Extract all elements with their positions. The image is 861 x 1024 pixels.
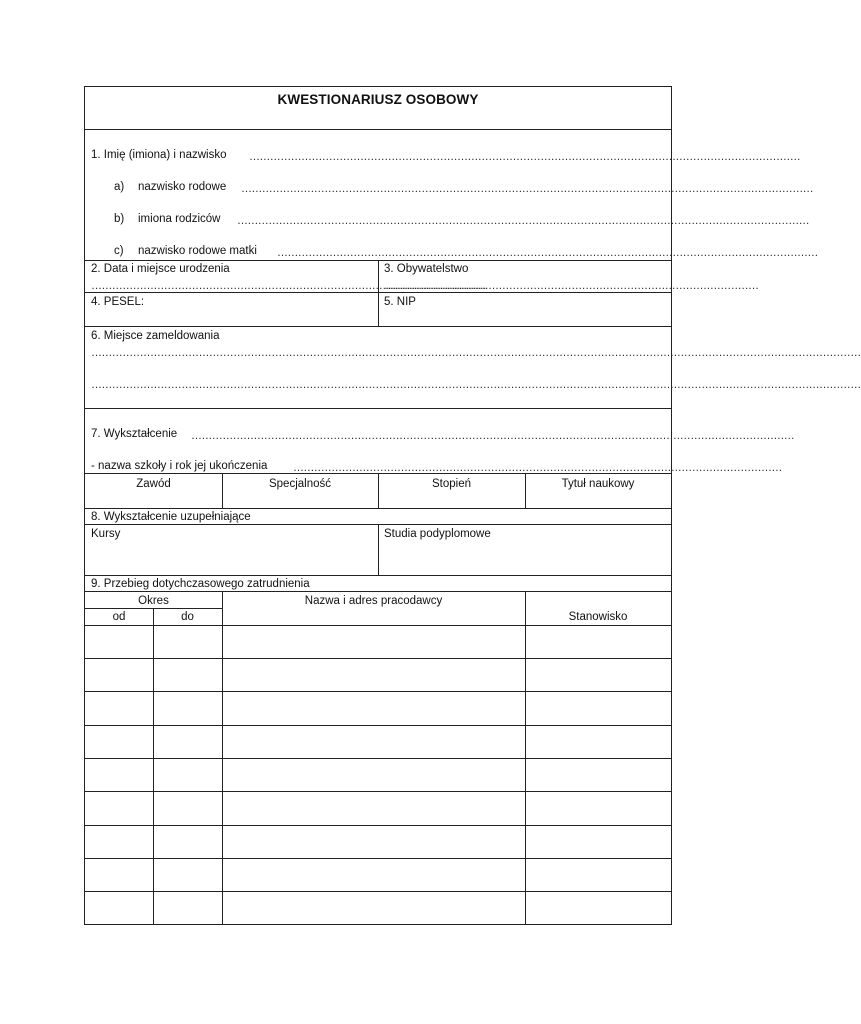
table-row [85,891,671,892]
profession-header: Zawód [136,478,171,490]
table-row [85,725,671,726]
table-row [85,791,671,792]
birth-label: 2. Data i miejsce urodzenia [91,263,230,275]
school-label: - nazwa szkoły i rok jej ukończenia [91,460,268,472]
divider [85,129,671,130]
table-row [85,691,671,692]
supplementary-education-label: 8. Wykształcenie uzupełniające [91,511,251,523]
table-row [85,858,671,859]
employer-header: Nazwa i adres pracodawcy [304,595,443,607]
item-c-marker: c) [114,245,124,257]
residence-field-1[interactable]: …………………………………………………………………………………………………………………………………………………………………………………………………… [91,347,861,359]
pesel-label: 4. PESEL: [91,296,145,308]
degree-header: Stopień [431,478,471,490]
specialty-header: Specjalność [268,478,331,490]
from-header: od [112,611,126,623]
table-row [85,625,671,626]
parents-names-label: imiona rodziców [138,213,221,225]
table-row [85,758,671,759]
employment-history-label: 9. Przebieg dotychczasowego zatrudnienia [91,578,310,590]
divider [378,260,379,326]
form-title: KWESTIONARIUSZ OSOBOWY [277,92,479,107]
maiden-name-label: nazwisko rodowe [138,181,227,193]
maiden-name-field[interactable]: ………………………………………………………………………………………………………………………………………………… [241,183,814,195]
to-header: do [181,611,194,623]
divider [378,524,379,575]
divider [85,292,671,293]
divider [85,575,671,576]
divider [85,408,671,409]
courses-label: Kursy [91,528,121,540]
period-header: Okres [138,595,169,607]
table-row [85,658,671,659]
item-a-marker: a) [114,181,125,193]
residence-field-2[interactable]: …………………………………………………………………………………………………………………………………………………………………………………………………… [91,379,861,391]
citizenship-label: 3. Obywatelstwo [384,263,469,275]
divider [85,508,671,509]
item-b-marker: b) [114,213,125,225]
mother-maiden-name-label: nazwisko rodowe matki [138,245,257,257]
parents-names-field[interactable]: ………………………………………………………………………………………………………………………………………………… [237,215,810,227]
divider [153,608,154,925]
questionnaire-form [84,86,861,925]
education-label: 7. Wykształcenie [91,428,178,440]
divider [85,326,671,327]
citizenship-field[interactable]: ……………………………………………………………………………………………… [384,280,759,292]
name-field[interactable]: …………………………………………………………………………………………………………………………………………… [249,151,801,163]
birth-field[interactable]: …………………………………………………………………………………………………… [91,280,487,292]
residence-label: 6. Miejsce zameldowania [91,330,220,342]
education-field[interactable]: ………………………………………………………………………………………………………………………………………………………… [191,430,795,442]
name-label: 1. Imię (imiona) i nazwisko [91,149,227,161]
title-header: Tytuł naukowy [561,478,635,490]
table-row [85,825,671,826]
divider [85,591,671,592]
nip-label: 5. NIP [384,296,416,308]
school-field[interactable]: …………………………………………………………………………………………………………………………… [293,462,782,474]
postgraduate-label: Studia podyplomowe [384,528,491,540]
mother-maiden-name-field[interactable]: ………………………………………………………………………………………………………………………………………… [277,247,818,259]
position-header: Stanowisko [568,611,628,623]
